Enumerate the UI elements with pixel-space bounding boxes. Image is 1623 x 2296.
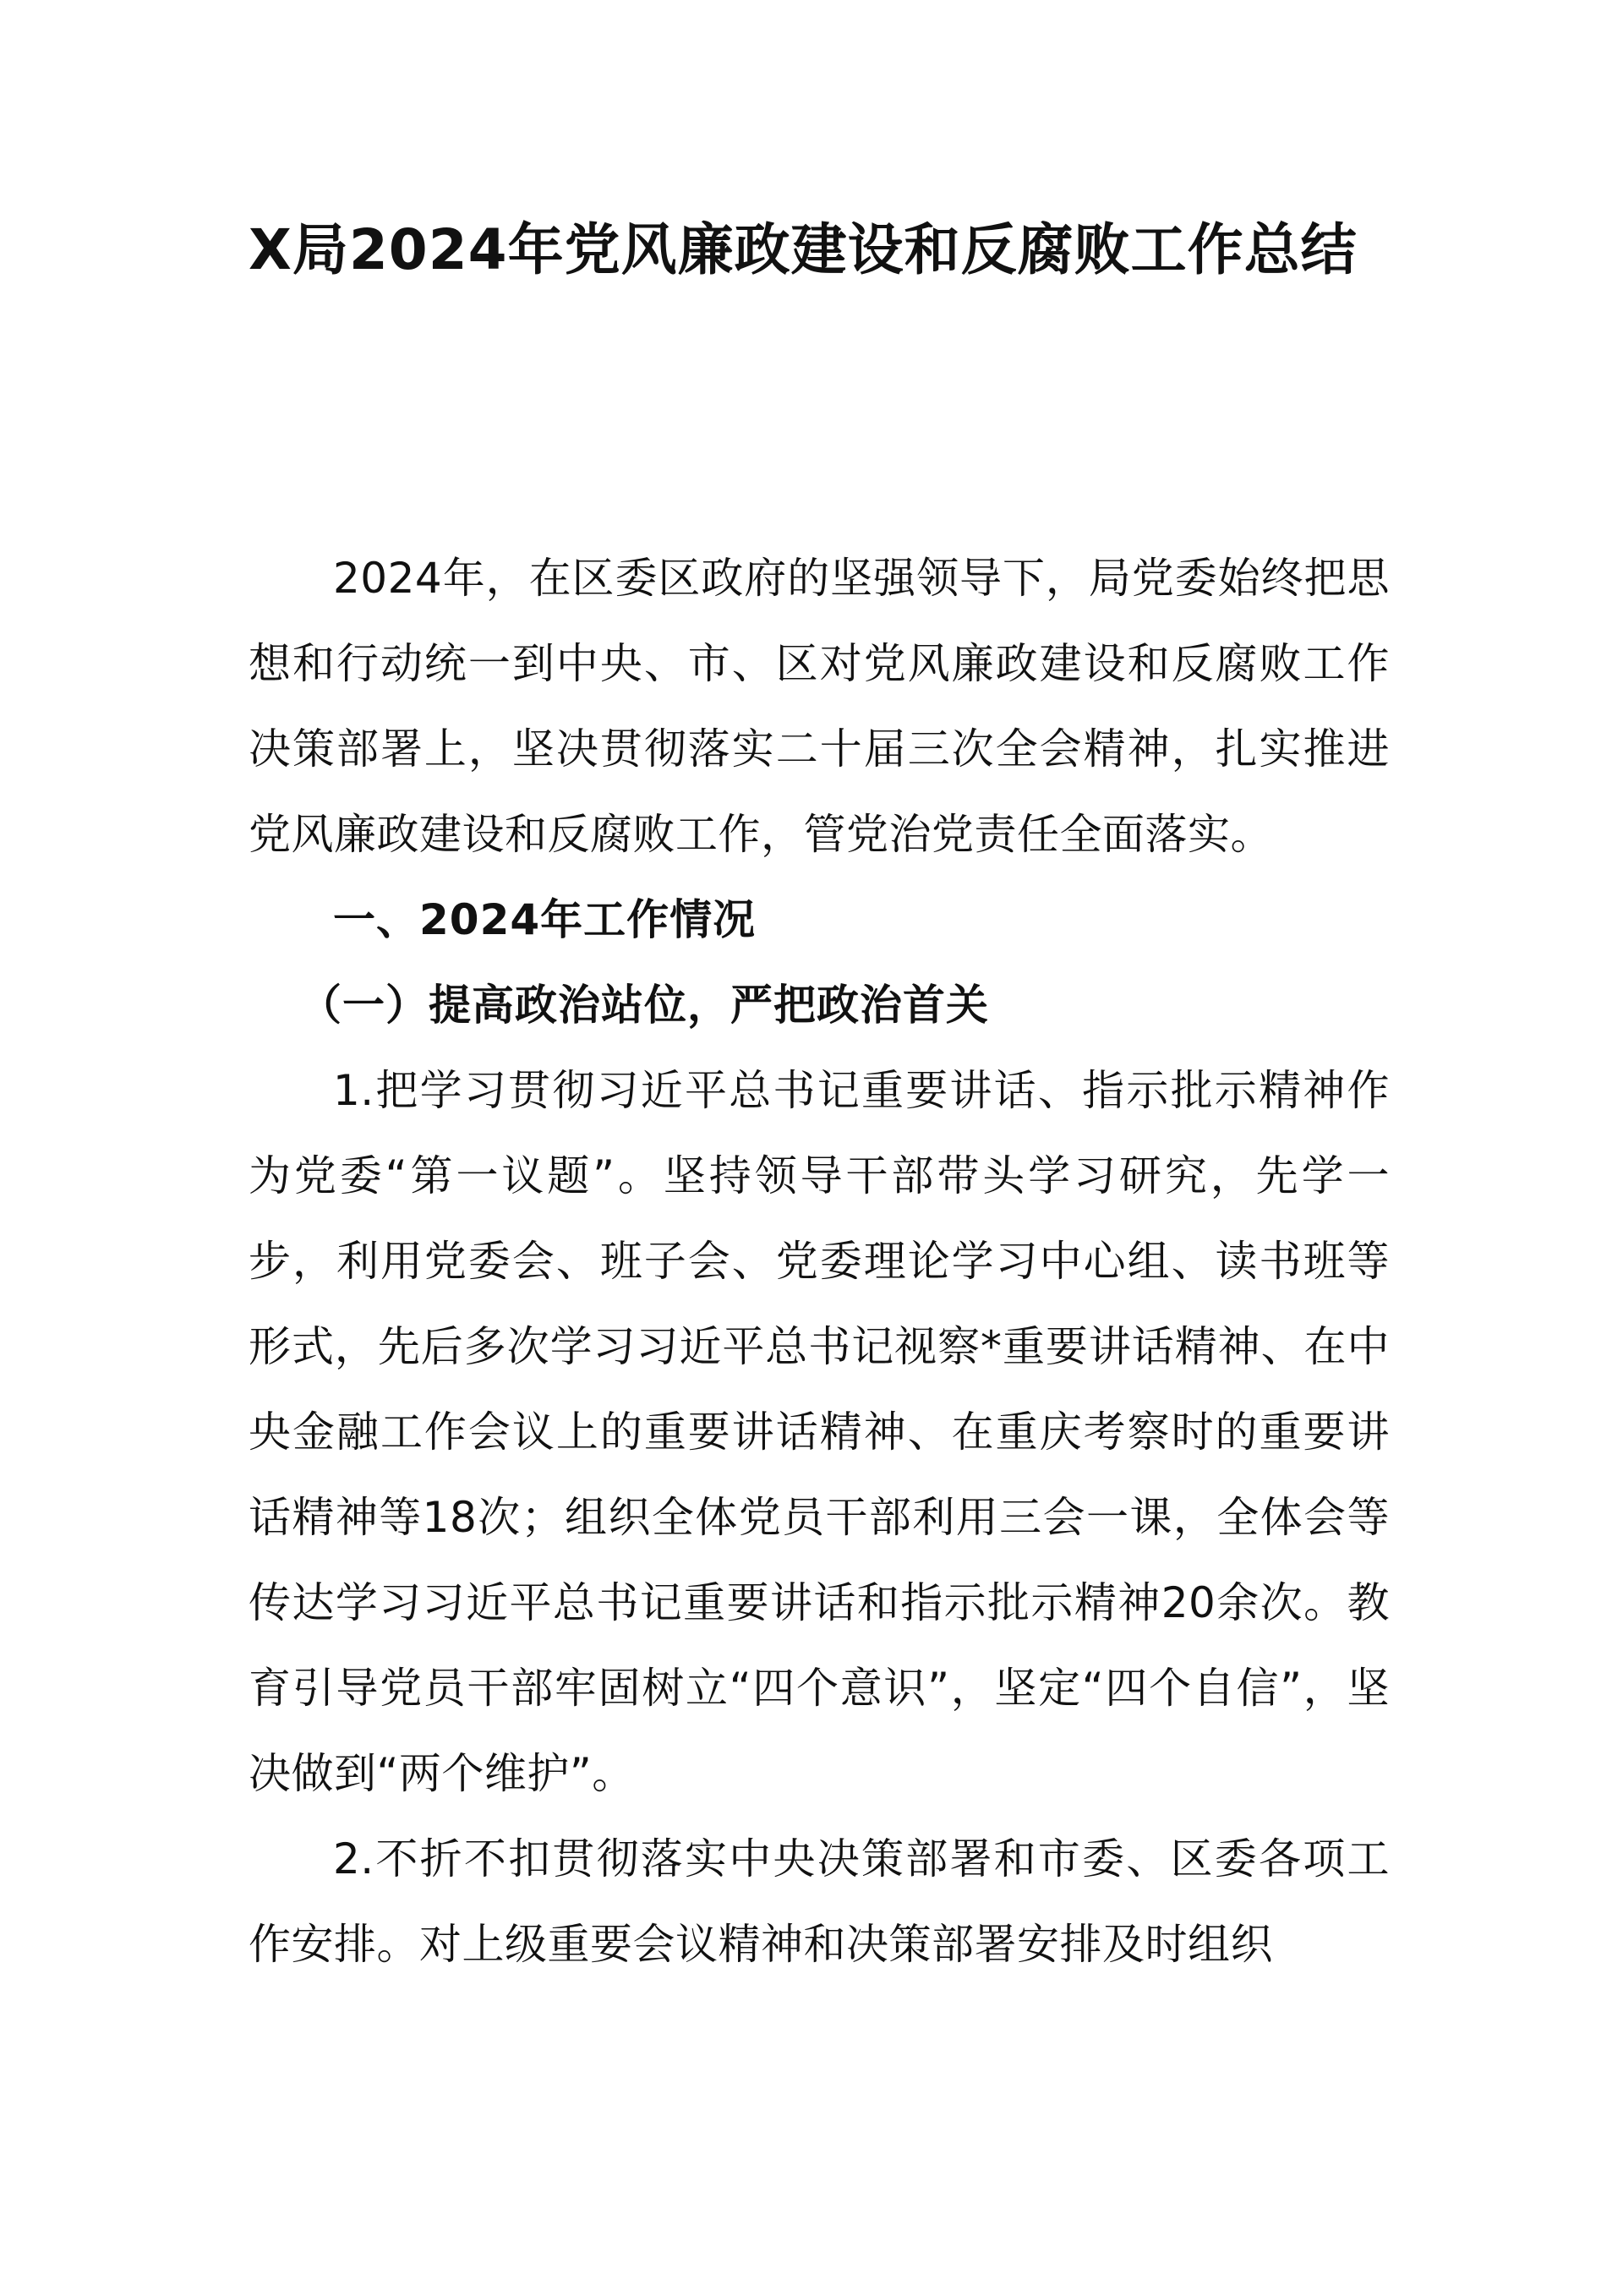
title-block xyxy=(249,211,1390,289)
intro-paragraph: 2024年，在区委区政府的坚强领导下，局党委始终把思想和行动统一到中央、市、区对党风廉政建设和反腐败工作决策部署上，坚决贯彻落实二十届三次全会精神，扎实推进党风廉政建设和反腐败工作，管党治党责任全面落实。 xyxy=(249,554,1390,859)
document-body xyxy=(249,536,1390,1987)
subsection-heading: （一）提高政治站位，严把政治首关 xyxy=(299,981,989,1030)
paragraph-2: 2.不折不扣贯彻落实中央决策部署和市委、区委各项工作安排。对上级重要会议精神和决策部署安排及时组织 xyxy=(249,1834,1390,1969)
document-title: X局2024年党风廉政建设和反腐败工作总结 xyxy=(249,217,1358,282)
paragraph-1: 1.把学习贯彻习近平总书记重要讲话、指示批示精神作为党委“第一议题”。坚持领导干部带头学习研究，先学一步，利用党委会、班子会、党委理论学习中心组、读书班等形式，先后多次学习习近平总书记视察*重要讲话精神、在中央金融工作会议上的重要讲话精神、在重庆考察时的重要讲话精神等18次；组织全体党员干部利用三会一课，全体会等传达学习习近平总书记重要讲话和指示批示精神20余次。教育引导党员干部牢固树立“四个意识”，坚定“四个自信”，坚决做到“两个维护”。 xyxy=(249,1066,1390,1798)
section-heading: 一、2024年工作情况 xyxy=(333,895,757,944)
